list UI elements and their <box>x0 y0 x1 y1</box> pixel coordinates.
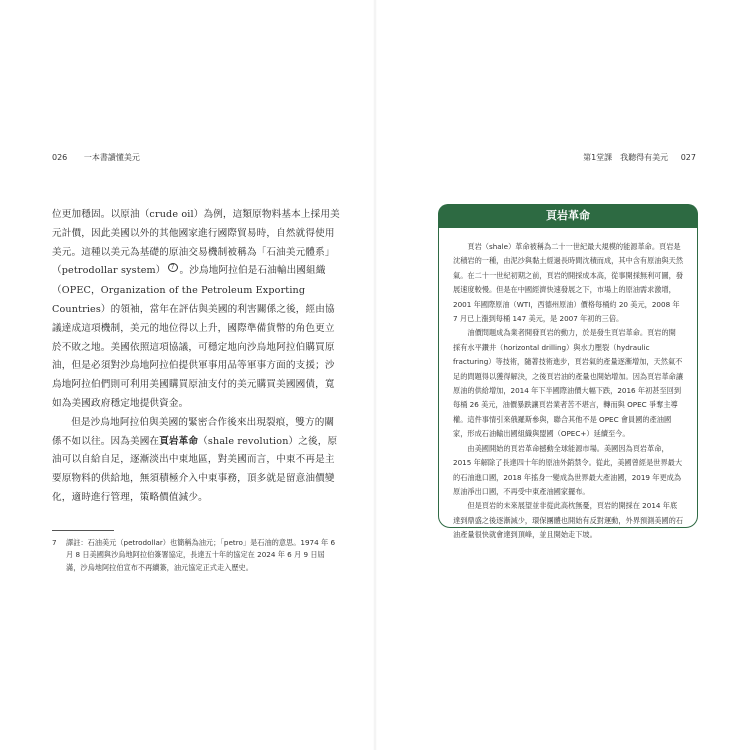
paragraph-2 <box>52 414 340 508</box>
footnote <box>52 537 337 574</box>
book-title: 一本書讀懂美元 <box>83 153 140 162</box>
paragraph-1-part-2: 。沙烏地阿拉伯是石油輸出國組織（OPEC，Organization of the Petroleum Exporting Countries）的領袖，當年在評估與美國的利害關係之後，經由協議達成這項機制，美元的地位得以上升，國際準備貨幣的角色更立於不敗之地。美國依照這項協議，可穩定地向沙烏地阿拉伯購買原油，但是必須對沙烏地阿拉伯提供軍事用品等軍事方面的支援；沙烏地阿拉伯們則可利用美國購買原油支付的美元購買美國國債，寬如為美國政府穩定地提供資金。 <box>52 265 335 409</box>
sidebar-box-title: 頁岩革命 <box>438 204 698 228</box>
footnote-divider <box>52 530 114 531</box>
sidebar-paragraph-4: 但是頁岩的未來展望並非從此高枕無憂，頁岩的開採在 2014 年底達到鼎盛之後逐漸減少，環保團體也開始有反對運動，外界預測美國的石油產量很快就會達到頂峰，並且開始走下坡。 <box>453 501 684 540</box>
footnote-number: 7 <box>52 538 57 547</box>
left-running-header <box>52 152 140 163</box>
sidebar-box-body <box>453 240 683 543</box>
sidebar-box <box>438 204 698 540</box>
sidebar-paragraph-3: 由美國開始的頁岩革命撼動全球能源市場。美國因為頁岩革命，2015 年解除了長達四十年的原油外銷禁令。從此，美國曾經是世界最大的石油進口國，2018 年搖身一變成為世界最大產油國，2019 年更成為原油淨出口國，不再受中東產油國家擺布。 <box>453 443 683 496</box>
paragraph-1-part-1: 位更加穩固。以原油（crude oil）為例，這類原物料基本上採用美元計價，因此美國以外的其他國家進行國際貿易時，自然就得使用美元。這種以美元為基礎的原油交易機制被稱為「石油美元體系」（petrodollar system） <box>52 209 340 277</box>
paragraph-2-part-2: （shale revolution）之後，原油可以自給自足，逐漸淡出中東地區，對美國而言，中東不再是主要原物料的供給地，無須積極介入中東事務，頂多就是留意油價變化，適時進行管理，策略價值減少。 <box>52 435 338 503</box>
right-running-header <box>583 152 696 163</box>
left-page-number: 026 <box>52 153 68 162</box>
right-page-number: 027 <box>680 153 696 162</box>
shale-revolution-term: 頁岩革命 <box>159 435 199 447</box>
paragraph-2-part-1: 但是沙烏地阿拉伯與美國的緊密合作後來出現裂痕，雙方的關係不如以往。因為美國在 <box>52 416 335 447</box>
footnote-text: 譯註：石油美元（petrodollar）也簡稱為油元；「petro」是石油的意思。1974 年 6 月 8 日美國與沙烏地阿拉伯簽署協定，長達五十年的協定在 2024 年 6 月 9 日屆滿，沙烏地阿拉伯宣布不再續簽，油元協定正式走入歷史。 <box>66 538 336 572</box>
chapter-title: 第1堂課 我聽得有美元 <box>583 153 669 162</box>
body-text <box>52 206 340 508</box>
paragraph-1 <box>52 206 340 414</box>
footnote-marker: 7 <box>168 263 178 272</box>
sidebar-paragraph-1: 頁岩（shale）革命被稱為二十一世紀最大規模的能源革命。頁岩是沈積岩的一種，由泥沙與黏土經過長時間沈積而成，其中含有原油與天然氣。在二十一世紀初期之前，頁岩的開採成本高，從事開採無利可圖，發展速度較慢。但是在中國經濟快速發展之下，市場上的原油需求激增，2001 年國際原油（WTI，西德州原油）價格每桶約 20 美元，2008 年 7 月已上漲到每桶 147 美元，是 2007 年初的三倍。 <box>453 242 684 324</box>
sidebar-paragraph-2: 油價問題成為業者開發頁岩的動力，於是發生頁岩革命。頁岩的開採有水平鑽井（horizontal drilling）與水力壓裂（hydraulic fracturing）等技術，隨著技術進步，頁岩氣的產量逐漸增加，天然氣不足的問題得以獲得解決，之後頁岩油的產量也開始增加。因為頁岩革命讓原油的供給增加，2014 年下半國際油價大幅下跌，2016 年初甚至回到每桶 26 美元，油價暴跌讓頁岩業者苦不堪言，轉而與 OPEC 爭奪主導權。這件事情引來俄羅斯參與，聯合其他不是 OPEC 會員國的產油國家，形成石油輸出國組織與盟國（OPEC+）延續至今。 <box>453 328 684 439</box>
